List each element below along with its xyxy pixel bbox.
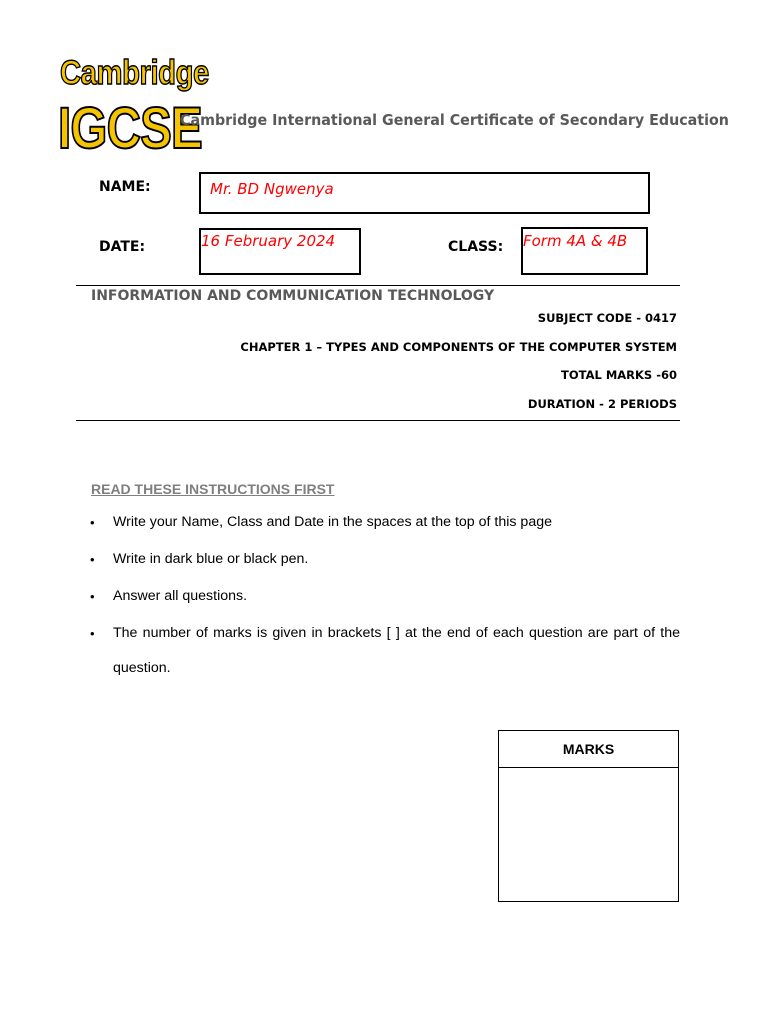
bullet-icon: • <box>90 515 95 530</box>
bullet-icon: • <box>90 552 95 567</box>
bullet-icon: • <box>90 589 95 604</box>
list-item <box>90 579 680 614</box>
bullet-icon: • <box>90 626 95 641</box>
list-item <box>90 505 680 540</box>
date-field[interactable] <box>199 228 361 275</box>
instruction-text: Write in dark blue or black pen. <box>113 551 309 567</box>
class-value: Form 4A & 4B <box>523 232 628 250</box>
instruction-text: Answer all questions. <box>113 588 248 604</box>
class-label: CLASS: <box>448 239 504 255</box>
name-label: NAME: <box>99 179 151 195</box>
instruction-text: Write your Name, Class and Date in the spaces at the top of this page <box>113 514 552 530</box>
logo-cambridge-wordmark: Cambridge <box>60 54 209 92</box>
instructions-heading: READ THESE INSTRUCTIONS FIRST <box>91 481 335 497</box>
bottom-divider <box>76 420 680 421</box>
subject-code: SUBJECT CODE - 0417 <box>537 311 677 325</box>
name-field[interactable] <box>199 172 650 214</box>
list-item <box>90 616 680 686</box>
total-marks: TOTAL MARKS -60 <box>561 368 677 382</box>
date-value: 16 February 2024 <box>201 232 336 250</box>
logo-igcse-wordmark: IGCSE <box>58 96 202 161</box>
name-value: Mr. BD Ngwenya <box>210 180 334 198</box>
marks-box <box>498 730 679 902</box>
instruction-text: The number of marks is given in brackets [ ] at the end of each question are part of the question. <box>113 625 680 676</box>
top-divider <box>76 285 680 286</box>
subject-title: INFORMATION AND COMMUNICATION TECHNOLOGY <box>91 288 495 304</box>
marks-label: MARKS <box>499 731 678 768</box>
instructions-list <box>90 505 680 686</box>
date-label: DATE: <box>99 239 146 255</box>
duration: DURATION - 2 PERIODS <box>527 397 677 411</box>
class-field[interactable] <box>521 227 648 275</box>
list-item <box>90 542 680 577</box>
chapter-title: CHAPTER 1 – TYPES AND COMPONENTS OF THE COMPUTER SYSTEM <box>240 340 677 354</box>
logo-subtitle: Cambridge International General Certificate of Secondary Education <box>180 111 729 129</box>
marks-value-cell[interactable] <box>499 768 678 902</box>
